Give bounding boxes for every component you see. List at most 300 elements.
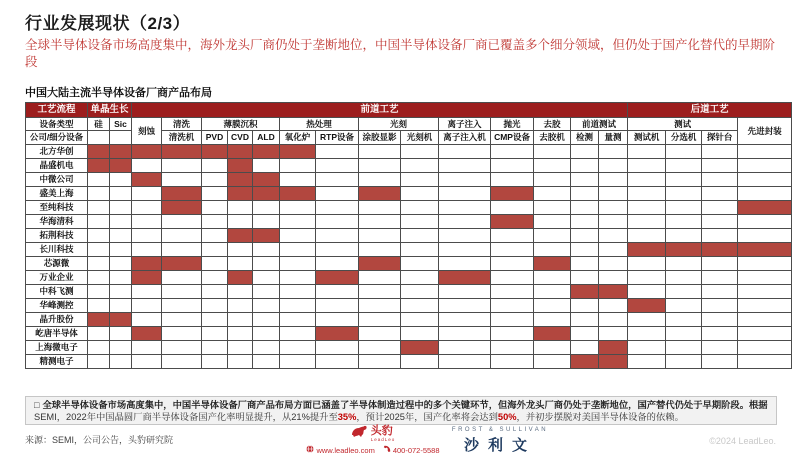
coverage-cell bbox=[110, 215, 132, 229]
coverage-cell bbox=[110, 257, 132, 271]
coverage-cell bbox=[491, 341, 534, 355]
coverage-cell bbox=[228, 313, 253, 327]
coverage-cell bbox=[702, 215, 738, 229]
coverage-cell bbox=[599, 327, 628, 341]
coverage-cell bbox=[439, 173, 491, 187]
coverage-cell bbox=[202, 327, 228, 341]
coverage-cell bbox=[439, 229, 491, 243]
coverage-cell bbox=[702, 145, 738, 159]
coverage-cell bbox=[401, 355, 439, 369]
coverage-cell bbox=[202, 313, 228, 327]
table-row bbox=[26, 327, 792, 341]
coverage-cell bbox=[666, 285, 702, 299]
coverage-cell bbox=[702, 313, 738, 327]
coverage-cell bbox=[359, 215, 401, 229]
coverage-cell bbox=[110, 187, 132, 201]
coverage-cell bbox=[202, 355, 228, 369]
coverage-cell bbox=[599, 285, 628, 299]
coverage-cell bbox=[359, 285, 401, 299]
coverage-cell bbox=[738, 159, 792, 173]
coverage-cell bbox=[88, 229, 110, 243]
device-header: 光刻机 bbox=[401, 131, 439, 145]
coverage-cell bbox=[316, 271, 359, 285]
table-row bbox=[26, 187, 792, 201]
group-header: 后道工艺 bbox=[628, 103, 792, 118]
page-title: 行业发展现状（2/3） bbox=[25, 14, 191, 33]
coverage-cell bbox=[316, 201, 359, 215]
category-header: 先进封装 bbox=[738, 118, 792, 145]
coverage-cell bbox=[599, 159, 628, 173]
coverage-cell bbox=[439, 313, 491, 327]
coverage-cell bbox=[88, 201, 110, 215]
coverage-cell bbox=[571, 327, 599, 341]
coverage-cell bbox=[316, 229, 359, 243]
coverage-cell bbox=[88, 145, 110, 159]
key-message: 全球半导体设备市场高度集中，海外龙头厂商仍处于垄断地位，中国半导体设备厂商已覆盖多个细分领域，但仍处于国产化替代的早期阶段 bbox=[25, 38, 776, 69]
coverage-cell bbox=[253, 243, 280, 257]
device-header: 量测 bbox=[599, 131, 628, 145]
coverage-cell bbox=[738, 313, 792, 327]
coverage-cell bbox=[491, 215, 534, 229]
category-header: 热处理 bbox=[280, 118, 359, 131]
coverage-cell bbox=[132, 173, 162, 187]
company-name: 盛美上海 bbox=[26, 187, 88, 201]
coverage-cell bbox=[228, 187, 253, 201]
coverage-cell bbox=[253, 229, 280, 243]
coverage-cell bbox=[738, 201, 792, 215]
coverage-cell bbox=[280, 341, 316, 355]
coverage-cell bbox=[401, 229, 439, 243]
device-header: CVD bbox=[228, 131, 253, 145]
coverage-cell bbox=[702, 285, 738, 299]
summary-segment: SEMI，2022年中国晶圆厂商半导体设备国产化率明显提升，从21%提升至 bbox=[34, 411, 338, 422]
company-name: 北方华创 bbox=[26, 145, 88, 159]
company-name: 中科飞测 bbox=[26, 285, 88, 299]
coverage-cell bbox=[491, 327, 534, 341]
coverage-cell bbox=[599, 243, 628, 257]
coverage-cell bbox=[401, 313, 439, 327]
website-text: www.leadleo.com bbox=[316, 445, 375, 455]
coverage-cell bbox=[738, 257, 792, 271]
device-header: 探针台 bbox=[702, 131, 738, 145]
coverage-cell bbox=[666, 215, 702, 229]
coverage-cell bbox=[738, 173, 792, 187]
coverage-cell bbox=[359, 229, 401, 243]
coverage-cell bbox=[439, 355, 491, 369]
coverage-cell bbox=[359, 145, 401, 159]
coverage-cell bbox=[253, 313, 280, 327]
table-row bbox=[26, 145, 792, 159]
coverage-cell bbox=[110, 341, 132, 355]
device-header: RTP设备 bbox=[316, 131, 359, 145]
coverage-cell bbox=[666, 187, 702, 201]
coverage-cell bbox=[571, 341, 599, 355]
coverage-cell bbox=[132, 271, 162, 285]
coverage-cell bbox=[401, 271, 439, 285]
coverage-cell bbox=[571, 313, 599, 327]
coverage-cell bbox=[666, 271, 702, 285]
coverage-cell bbox=[439, 285, 491, 299]
coverage-cell bbox=[738, 243, 792, 257]
coverage-cell bbox=[628, 201, 666, 215]
category-header: 测试 bbox=[628, 118, 738, 131]
square-bullet-icon: □ bbox=[34, 400, 40, 410]
coverage-cell bbox=[110, 173, 132, 187]
coverage-cell bbox=[280, 257, 316, 271]
coverage-cell bbox=[316, 159, 359, 173]
summary-text bbox=[34, 400, 768, 422]
coverage-cell bbox=[316, 215, 359, 229]
table-row bbox=[26, 173, 792, 187]
coverage-cell bbox=[280, 215, 316, 229]
coverage-cell bbox=[110, 285, 132, 299]
coverage-cell bbox=[628, 299, 666, 313]
coverage-cell bbox=[666, 257, 702, 271]
coverage-cell bbox=[738, 145, 792, 159]
coverage-cell bbox=[738, 341, 792, 355]
coverage-cell bbox=[491, 313, 534, 327]
category-header: 去胶 bbox=[534, 118, 571, 131]
coverage-cell bbox=[571, 271, 599, 285]
table-row bbox=[26, 299, 792, 313]
coverage-cell bbox=[228, 327, 253, 341]
coverage-cell bbox=[280, 187, 316, 201]
coverage-cell bbox=[702, 341, 738, 355]
coverage-cell bbox=[253, 145, 280, 159]
coverage-cell bbox=[534, 299, 571, 313]
coverage-cell bbox=[666, 341, 702, 355]
coverage-cell bbox=[666, 159, 702, 173]
coverage-cell bbox=[132, 159, 162, 173]
coverage-cell bbox=[702, 201, 738, 215]
coverage-cell bbox=[439, 299, 491, 313]
summary-segment: ，预计2025年，国产化率将会达到 bbox=[356, 411, 498, 422]
device-header: 涂胶显影 bbox=[359, 131, 401, 145]
coverage-cell bbox=[359, 257, 401, 271]
coverage-cell bbox=[599, 173, 628, 187]
company-name: 晶盛机电 bbox=[26, 159, 88, 173]
coverage-cell bbox=[110, 229, 132, 243]
coverage-cell bbox=[253, 299, 280, 313]
coverage-cell bbox=[88, 159, 110, 173]
copyright-text: ©2024 LeadLeo. bbox=[709, 436, 776, 446]
product-matrix bbox=[25, 102, 792, 369]
coverage-cell bbox=[738, 187, 792, 201]
phone-text: 400-072-5588 bbox=[392, 445, 440, 455]
coverage-cell bbox=[702, 327, 738, 341]
coverage-cell bbox=[202, 159, 228, 173]
coverage-cell bbox=[599, 187, 628, 201]
coverage-cell bbox=[316, 285, 359, 299]
coverage-cell bbox=[571, 257, 599, 271]
coverage-cell bbox=[401, 215, 439, 229]
coverage-cell bbox=[401, 299, 439, 313]
coverage-cell bbox=[228, 243, 253, 257]
coverage-cell bbox=[738, 355, 792, 369]
coverage-cell bbox=[162, 173, 202, 187]
coverage-cell bbox=[628, 285, 666, 299]
coverage-cell bbox=[702, 159, 738, 173]
coverage-cell bbox=[253, 187, 280, 201]
coverage-cell bbox=[491, 201, 534, 215]
table-row bbox=[26, 313, 792, 327]
leadleo-brand-text: 头豹 bbox=[370, 425, 393, 437]
coverage-cell bbox=[666, 173, 702, 187]
coverage-cell bbox=[228, 257, 253, 271]
coverage-cell bbox=[702, 243, 738, 257]
coverage-cell bbox=[228, 201, 253, 215]
source-note: 来源：SEMI，公司公告，头豹研究院 bbox=[25, 435, 174, 445]
coverage-cell bbox=[228, 355, 253, 369]
coverage-cell bbox=[110, 145, 132, 159]
coverage-cell bbox=[571, 355, 599, 369]
coverage-cell bbox=[599, 299, 628, 313]
coverage-cell bbox=[202, 243, 228, 257]
category-header: 光刻 bbox=[359, 118, 439, 131]
coverage-cell bbox=[666, 327, 702, 341]
coverage-cell bbox=[738, 327, 792, 341]
coverage-cell bbox=[162, 145, 202, 159]
coverage-cell bbox=[738, 299, 792, 313]
coverage-cell bbox=[202, 341, 228, 355]
coverage-cell bbox=[162, 257, 202, 271]
company-name: 万业企业 bbox=[26, 271, 88, 285]
coverage-cell bbox=[599, 355, 628, 369]
coverage-cell bbox=[202, 257, 228, 271]
coverage-cell bbox=[534, 271, 571, 285]
table-row bbox=[26, 243, 792, 257]
coverage-cell bbox=[534, 327, 571, 341]
coverage-cell bbox=[110, 201, 132, 215]
table-row bbox=[26, 229, 792, 243]
coverage-cell bbox=[228, 229, 253, 243]
coverage-cell bbox=[202, 187, 228, 201]
coverage-cell bbox=[162, 327, 202, 341]
coverage-cell bbox=[132, 355, 162, 369]
coverage-cell bbox=[599, 215, 628, 229]
coverage-cell bbox=[571, 159, 599, 173]
company-name: 精测电子 bbox=[26, 355, 88, 369]
coverage-cell bbox=[359, 187, 401, 201]
group-header: 前道工艺 bbox=[132, 103, 628, 118]
coverage-cell bbox=[401, 257, 439, 271]
coverage-cell bbox=[534, 355, 571, 369]
coverage-cell bbox=[228, 173, 253, 187]
coverage-cell bbox=[401, 159, 439, 173]
coverage-cell bbox=[280, 229, 316, 243]
coverage-cell bbox=[88, 271, 110, 285]
coverage-cell bbox=[599, 313, 628, 327]
coverage-cell bbox=[280, 271, 316, 285]
device-header: 检测 bbox=[571, 131, 599, 145]
coverage-cell bbox=[439, 187, 491, 201]
summary-segment: ，并初步摆脱对美国半导体设备的依赖。 bbox=[516, 411, 684, 422]
coverage-cell bbox=[316, 327, 359, 341]
coverage-cell bbox=[88, 257, 110, 271]
coverage-cell bbox=[162, 313, 202, 327]
coverage-cell bbox=[202, 173, 228, 187]
coverage-cell bbox=[401, 341, 439, 355]
coverage-cell bbox=[571, 145, 599, 159]
coverage-cell bbox=[666, 313, 702, 327]
coverage-cell bbox=[280, 285, 316, 299]
company-name: 长川科技 bbox=[26, 243, 88, 257]
table-row bbox=[26, 257, 792, 271]
coverage-cell bbox=[491, 285, 534, 299]
coverage-cell bbox=[132, 201, 162, 215]
summary-box bbox=[25, 396, 777, 425]
coverage-cell bbox=[491, 145, 534, 159]
coverage-cell bbox=[534, 257, 571, 271]
coverage-cell bbox=[132, 145, 162, 159]
table-title: 中国大陆主流半导体设备厂商产品布局 bbox=[25, 87, 212, 99]
frost-sullivan-logo bbox=[425, 427, 575, 455]
coverage-cell bbox=[88, 187, 110, 201]
coverage-cell bbox=[359, 341, 401, 355]
coverage-cell bbox=[162, 201, 202, 215]
coverage-cell bbox=[132, 327, 162, 341]
coverage-cell bbox=[401, 243, 439, 257]
coverage-cell bbox=[132, 243, 162, 257]
coverage-cell bbox=[132, 257, 162, 271]
coverage-cell bbox=[401, 285, 439, 299]
coverage-cell bbox=[132, 285, 162, 299]
device-header: 离子注入机 bbox=[439, 131, 491, 145]
company-name: 芯源微 bbox=[26, 257, 88, 271]
coverage-cell bbox=[110, 313, 132, 327]
coverage-cell bbox=[702, 229, 738, 243]
coverage-cell bbox=[132, 313, 162, 327]
coverage-cell bbox=[253, 355, 280, 369]
device-header: 公司/细分设备 bbox=[26, 131, 88, 145]
coverage-cell bbox=[628, 257, 666, 271]
coverage-cell bbox=[253, 257, 280, 271]
coverage-cell bbox=[253, 285, 280, 299]
coverage-cell bbox=[359, 243, 401, 257]
coverage-cell bbox=[162, 243, 202, 257]
company-name: 拓荆科技 bbox=[26, 229, 88, 243]
coverage-cell bbox=[88, 327, 110, 341]
company-name: 华海清科 bbox=[26, 215, 88, 229]
coverage-cell bbox=[571, 215, 599, 229]
category-header: 离子注入 bbox=[439, 118, 491, 131]
coverage-cell bbox=[88, 215, 110, 229]
device-header: 氧化炉 bbox=[280, 131, 316, 145]
coverage-cell bbox=[202, 271, 228, 285]
coverage-cell bbox=[666, 299, 702, 313]
phone-icon bbox=[383, 445, 391, 455]
device-header: PVD bbox=[202, 131, 228, 145]
coverage-cell bbox=[110, 327, 132, 341]
coverage-cell bbox=[401, 173, 439, 187]
coverage-cell bbox=[738, 285, 792, 299]
coverage-cell bbox=[491, 187, 534, 201]
table-row bbox=[26, 271, 792, 285]
coverage-cell bbox=[316, 173, 359, 187]
coverage-cell bbox=[439, 341, 491, 355]
coverage-cell bbox=[491, 355, 534, 369]
coverage-cell bbox=[738, 215, 792, 229]
device-header: CMP设备 bbox=[491, 131, 534, 145]
coverage-cell bbox=[534, 173, 571, 187]
group-header: 单晶生长 bbox=[88, 103, 132, 118]
coverage-cell bbox=[359, 173, 401, 187]
coverage-cell bbox=[359, 201, 401, 215]
coverage-cell bbox=[132, 215, 162, 229]
table-row bbox=[26, 159, 792, 173]
device-header: 清洗机 bbox=[162, 131, 202, 145]
coverage-cell bbox=[316, 145, 359, 159]
summary-segment: 35% bbox=[337, 411, 357, 422]
company-name: 屹唐半导体 bbox=[26, 327, 88, 341]
coverage-cell bbox=[439, 159, 491, 173]
coverage-cell bbox=[534, 159, 571, 173]
coverage-cell bbox=[628, 243, 666, 257]
coverage-cell bbox=[628, 229, 666, 243]
coverage-cell bbox=[534, 187, 571, 201]
device-header: ALD bbox=[253, 131, 280, 145]
coverage-cell bbox=[202, 201, 228, 215]
coverage-cell bbox=[280, 299, 316, 313]
coverage-cell bbox=[202, 215, 228, 229]
coverage-cell bbox=[628, 215, 666, 229]
table-row bbox=[26, 355, 792, 369]
coverage-cell bbox=[534, 145, 571, 159]
coverage-cell bbox=[628, 327, 666, 341]
coverage-cell bbox=[439, 327, 491, 341]
coverage-cell bbox=[491, 271, 534, 285]
coverage-cell bbox=[228, 285, 253, 299]
coverage-cell bbox=[702, 271, 738, 285]
coverage-cell bbox=[202, 285, 228, 299]
company-name: 中微公司 bbox=[26, 173, 88, 187]
category-header: 薄膜沉积 bbox=[202, 118, 280, 131]
coverage-cell bbox=[162, 229, 202, 243]
coverage-cell bbox=[702, 355, 738, 369]
coverage-cell bbox=[132, 229, 162, 243]
coverage-cell bbox=[110, 299, 132, 313]
coverage-cell bbox=[110, 159, 132, 173]
coverage-cell bbox=[628, 159, 666, 173]
coverage-cell bbox=[666, 229, 702, 243]
coverage-cell bbox=[316, 341, 359, 355]
coverage-cell bbox=[359, 299, 401, 313]
coverage-cell bbox=[628, 271, 666, 285]
coverage-cell bbox=[628, 355, 666, 369]
coverage-cell bbox=[571, 187, 599, 201]
coverage-cell bbox=[571, 201, 599, 215]
coverage-cell bbox=[599, 257, 628, 271]
device-header bbox=[110, 131, 132, 145]
coverage-cell bbox=[316, 257, 359, 271]
coverage-cell bbox=[110, 271, 132, 285]
coverage-cell bbox=[534, 201, 571, 215]
coverage-cell bbox=[359, 355, 401, 369]
globe-icon bbox=[306, 445, 314, 455]
coverage-cell bbox=[162, 187, 202, 201]
coverage-cell bbox=[491, 257, 534, 271]
coverage-cell bbox=[359, 159, 401, 173]
frost-sullivan-latin: FROST & SULLIVAN bbox=[451, 427, 549, 433]
coverage-cell bbox=[162, 215, 202, 229]
summary-segment: 全球半导体设备市场高度集中，中国半导体设备厂商产品布局方面已涵盖了半导体制造过程中的多个关键环节，但海外龙头厂商仍处于垄断地位，国产替代仍处于早期阶段。根据 bbox=[42, 400, 768, 410]
coverage-cell bbox=[401, 201, 439, 215]
coverage-cell bbox=[228, 215, 253, 229]
category-header: 抛光 bbox=[491, 118, 534, 131]
coverage-cell bbox=[359, 271, 401, 285]
coverage-cell bbox=[439, 271, 491, 285]
coverage-cell bbox=[359, 327, 401, 341]
